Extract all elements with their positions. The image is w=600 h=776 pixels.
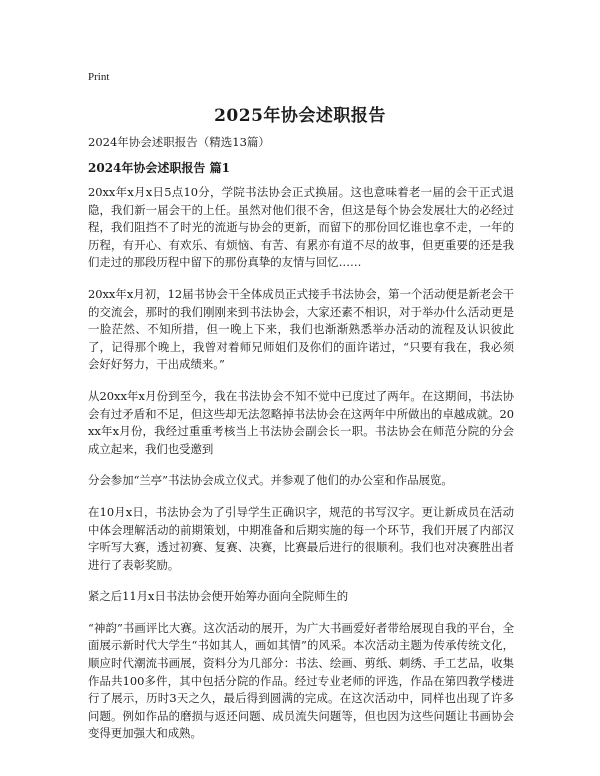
paragraph-3: 从20xx年x月份到至今，我在书法协会不知不觉中已度过了两年。在这期间，书法协会有过矛盾和不足，但这些却无法忽略掉书法协会在这两年中所做出的卓越成就。20xx年x月份，我经过重重考核当上书法协会副会长一职。书法协会在师范分院的分会成立起来，我们也受邀到 <box>88 388 514 456</box>
paragraph-5: 在10月x日，书法协会为了引导学生正确识字，规范的书写汉字。更让新成员在活动中体会理解活动的前期策划，中期准备和后期实施的每一个环节，我们开展了内部汉字听写大赛，透过初赛、复赛、决赛，比赛最后进行的很顺利。我们也对决赛胜出者进行了表彰奖励。 <box>88 504 514 572</box>
paragraph-4: 分会参加“兰亭”书法协会成立仪式。并参观了他们的办公室和作品展览。 <box>88 473 453 488</box>
paragraph-7: “神韵”书画评比大赛。这次活动的展开，为广大书画爱好者带给展现自我的平台，全面展示新时代大学生“书如其人，画如其情”的风采。本次活动主题为传承传统文化，顺应时代潮流书画展，资料分为几部分：书法、绘画、剪纸、刺绣、手工艺品，收集作品共100多件，其中包括分院的作品。经过专业老师的评选，作品在第四教学楼进行了展示，历时3天之久，最后得到圆满的完成。在这次活动中，同样也出现了许多问题。例如作品的磨损与返还问题、成员流失问题等，但也因为这些问题让书画协会变得更加强大和成熟。 <box>88 620 514 741</box>
paragraph-1: 20xx年x月x日5点10分，学院书法协会正式换届。这也意味着老一届的会干正式退隐，我们新一届会干的上任。虽然对他们很不舍，但这是每个协会发展壮大的必经过程，我们阻挡不了时光的流逝与协会的更新，而留下的那份回忆谁也拿不走，一年的历程，有开心、有欢乐、有烦恼、有苦、有累亦有道不尽的故事，但更重要的还是我们走过的那段历程中留下的那份真挚的友情与回忆…… <box>88 185 514 270</box>
paragraph-6: 紧之后11月x日书法协会便开始筹办面向全院师生的 <box>88 589 349 604</box>
document-title: 2025年协会述职报告 <box>214 106 386 126</box>
paragraph-2: 20xx年x月初，12届书协会干全体成员正式接手书法协会，第一个活动便是新老会干的交流会，那时的我们刚刚来到书法协会，大家还素不相识，对于举办什么活动更是一脸茫然、不知所措，但一晚上下来，我们也渐渐熟悉举办活动的流程及认识彼此了，记得那个晚上，我曾对着师兄师姐们及你们的面许诺过，“只要有我在，我必须会好好努力，干出成绩来。” <box>88 286 514 372</box>
section-heading: 2024年协会述职报告 篇1 <box>88 161 230 175</box>
document-subtitle: 2024年协会述职报告（精选13篇） <box>88 135 270 149</box>
print-link[interactable]: Print <box>88 71 110 83</box>
document-body <box>88 184 514 757</box>
